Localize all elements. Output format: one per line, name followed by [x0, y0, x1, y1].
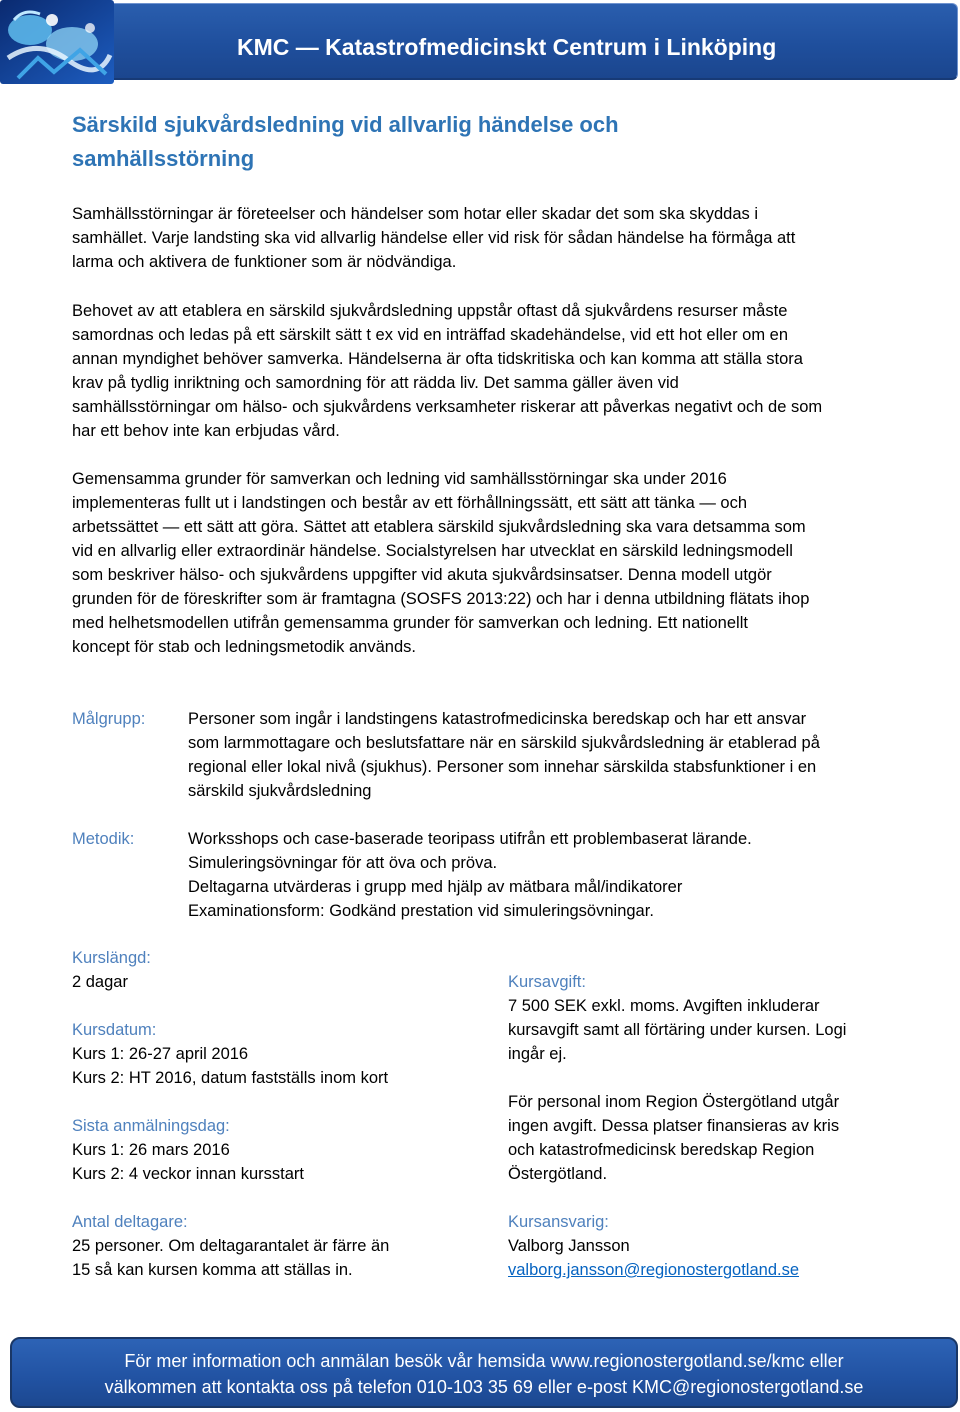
page-title-line: samhällsstörning	[72, 146, 255, 171]
course-manager-name: Valborg Jansson	[508, 1237, 630, 1255]
course-date-item: Kurs 1: 26-27 april 2016	[72, 1045, 249, 1063]
footer-info-line: För mer information och anmälan besök vår hemsida www.regionostergotland.se/kmc eller	[124, 1351, 844, 1371]
header-title: KMC — Katastrofmedicinskt Centrum i Linköping	[237, 34, 777, 60]
target-group-line: Personer som ingår i landstingens katastrofmedicinska beredskap och har ett ansvar	[188, 710, 807, 728]
footer-banner	[10, 1337, 958, 1408]
registration-deadline-label: Sista anmälningsdag:	[72, 1117, 230, 1135]
method-line: Deltagarna utvärderas i grupp med hjälp av mätbara mål/indikatorer	[188, 878, 683, 896]
fee-regional-line: och katastrofmedicinsk beredskap Region	[508, 1141, 815, 1159]
participants-section	[72, 1210, 389, 1282]
kmc-logo-image	[0, 0, 114, 84]
footer-contact-line: välkommen att kontakta oss på telefon 010-103 35 69 eller e-post KMC@regionostergotland.se	[104, 1377, 864, 1397]
intro-line: samhället. Varje landsting ska vid allvarlig händelse eller vid risk för sådan händelse ha förmåga att	[72, 229, 796, 247]
background-line: samordnas och ledas på ett särskilt sätt t ex vid en inträffad skadehändelse, vid ett hot eller om en	[72, 326, 789, 344]
background-line: har ett behov inte kan erbjudas vård.	[72, 422, 340, 440]
framework-line: vid en allvarlig eller extraordinär händelse. Socialstyrelsen har utvecklat en särskild ledningsmodell	[72, 542, 793, 560]
intro-line: larma och aktivera de funktioner som är nödvändiga.	[72, 253, 457, 271]
framework-line: grunden för de föreskrifter som är framtagna (SOSFS 2013:22) och har i denna utbildning flätats ihop	[72, 590, 810, 608]
course-manager-section	[508, 1210, 799, 1282]
background-line: samhällsstörningar om hälso- och sjukvårdens verksamheter riskerar att påverkas negativt och de som	[72, 398, 823, 416]
fee-label: Kursavgift:	[508, 973, 586, 991]
participants-line: 15 så kan kursen komma att ställas in.	[72, 1261, 353, 1279]
framework-line: implementeras fullt ut i landstingen och består av ett förhållningssätt, ett sätt att tänka — och	[72, 494, 748, 512]
participants-label: Antal deltagare:	[72, 1213, 188, 1231]
framework-line: arbetssättet — ett sätt att göra. Sättet att etablera särskild sjukvårdsledning ska vara detsamma som	[72, 518, 806, 536]
course-dates-section	[72, 1018, 388, 1090]
framework-line: Gemensamma grunder för samverkan och ledning vid samhällsstörningar ska under 2016	[72, 470, 727, 488]
course-date-item: Kurs 2: HT 2016, datum fastställs inom kort	[72, 1069, 389, 1087]
course-dates-label: Kursdatum:	[72, 1021, 157, 1039]
page-title-line: Särskild sjukvårdsledning vid allvarlig händelse och	[72, 112, 619, 137]
fee-regional-note	[508, 1090, 839, 1186]
background-line: krav på tydlig inriktning och samordning för att rädda liv. Det samma gäller även vid	[72, 374, 679, 392]
target-group-line: som larmmottagare och beslutsfattare när en särskild sjukvårdsledning är etablerad på	[188, 734, 820, 752]
fee-regional-line: För personal inom Region Östergötland utgår	[508, 1093, 840, 1111]
background-line: annan myndighet behöver samverka. Händelserna är ofta tidskritiska och kan komma att ställa stora	[72, 350, 803, 368]
course-length-label: Kurslängd:	[72, 949, 151, 967]
logo-graphic-icon	[0, 0, 114, 84]
fee-line: kursavgift samt all förtäring under kursen. Logi	[508, 1021, 847, 1039]
target-group-line: särskild sjukvårdsledning	[188, 782, 372, 800]
target-group-label: Målgrupp:	[72, 710, 146, 728]
fee-regional-line: ingen avgift. Dessa platser finansieras av kris	[508, 1117, 840, 1135]
course-length-value: 2 dagar	[72, 973, 128, 991]
fee-line: ingår ej.	[508, 1045, 567, 1063]
registration-deadline-section	[72, 1114, 304, 1186]
intro-line: Samhällsstörningar är företeelser och händelser som hotar eller skadar det som ska skyddas i	[72, 205, 758, 223]
course-length-section	[72, 946, 151, 994]
fee-regional-line: Östergötland.	[508, 1165, 608, 1183]
target-group-line: regional eller lokal nivå (sjukhus). Personer som innehar särskilda stabsfunktioner i en	[188, 758, 817, 776]
intro-paragraph	[72, 202, 795, 274]
fee-line: 7 500 SEK exkl. moms. Avgiften inkluderar	[508, 997, 820, 1015]
registration-deadline-item: Kurs 1: 26 mars 2016	[72, 1141, 230, 1159]
registration-deadline-item: Kurs 2: 4 veckor innan kursstart	[72, 1165, 305, 1183]
course-manager-label: Kursansvarig:	[508, 1213, 609, 1231]
participants-line: 25 personer. Om deltagarantalet är färre än	[72, 1237, 390, 1255]
method-text	[188, 827, 752, 923]
method-line: Worksshops och case-baserade teoripass utifrån ett problembaserat lärande.	[188, 830, 752, 848]
header-banner	[0, 3, 958, 80]
course-manager-email-link[interactable]: valborg.jansson@regionostergotland.se	[508, 1261, 800, 1279]
fee-section	[508, 970, 846, 1066]
framework-line: koncept för stab och ledningsmetodik används.	[72, 638, 416, 656]
method-label: Metodik:	[72, 830, 135, 848]
framework-line: som beskriver hälso- och sjukvårdens uppgifter vid akuta sjukvårdsinsatser. Denna modell utgör	[72, 566, 772, 584]
page-title	[72, 108, 619, 176]
method-line: Examinationsform: Godkänd prestation vid simuleringsövningar.	[188, 902, 654, 920]
method-line: Simuleringsövningar för att öva och pröva.	[188, 854, 498, 872]
target-group-text	[188, 707, 820, 803]
framework-paragraph	[72, 467, 809, 659]
framework-line: med helhetsmodellen utifrån gemensamma grunder för samverkan och ledning. Ett nationellt	[72, 614, 748, 632]
background-line: Behovet av att etablera en särskild sjukvårdsledning uppstår oftast då sjukvårdens resurser måste	[72, 302, 788, 320]
background-paragraph	[72, 299, 822, 443]
